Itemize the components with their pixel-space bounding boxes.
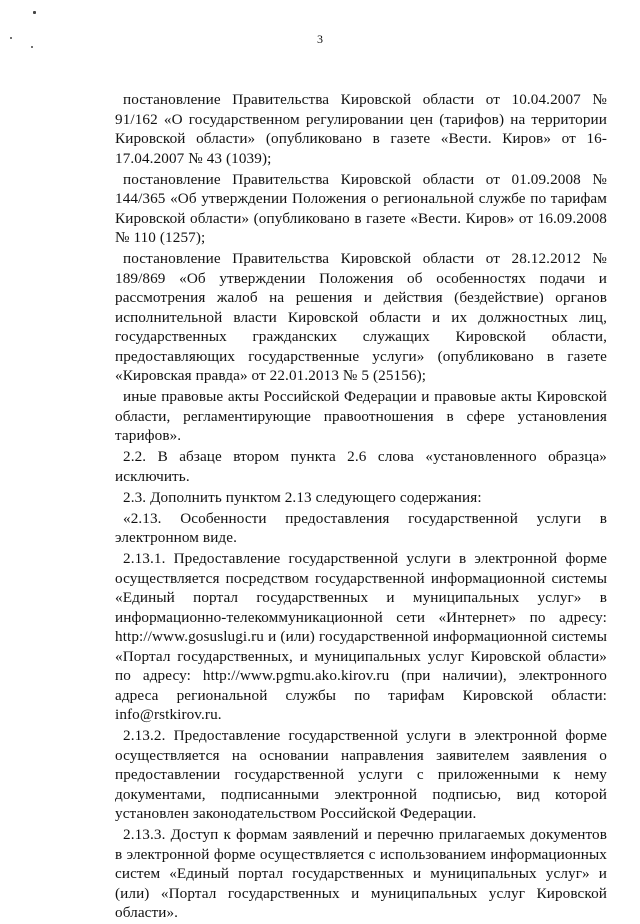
paragraph-2-13-2: 2.13.2. Предоставление государственной услуги в электронной форме осуществляется на основании направления заявителем заявления о предоставлении государственной услуги с приложенными к нему документами, подписанными электронной подписью, вид которой установлен законодательством Российской Федерации.: [115, 727, 607, 822]
document-body: [115, 90, 607, 924]
paragraph-2-13-1: 2.13.1. Предоставление государственной услуги в электронной форме осуществляется посредством государственной информационной системы «Единый портал государственных и муниципальных услуг» в информационно-телекоммуникационной сети «Интернет» по адресу: http://www.gosuslugi.ru и (или) государственной информационной системы «Портал государственных, и муниципальных услуг Кировской области» по адресу: http://www.pgmu.ako.kirov.ru (при наличии), электронного адреса региональной службы по тарифам Кировской области: info@rstkirov.ru.: [115, 550, 607, 723]
paragraph-decree-2008: постановление Правительства Кировской области от 01.09.2008 № 144/365 «Об утверждении Положения о региональной службе по тарифам Кировской области» (опубликовано в газете «Вести. Киров» от 16.09.2008 № 110 (1257);: [115, 170, 607, 246]
page-number: 3: [317, 32, 323, 46]
paragraph-other-acts: иные правовые акты Российской Федерации и правовые акты Кировской области, регламентирующие правоотношения в сфере установления тарифов».: [115, 388, 607, 444]
paragraph-2-13: «2.13. Особенности предоставления государственной услуги в электронном виде.: [115, 509, 607, 546]
paragraph-2-3: 2.3. Дополнить пунктом 2.13 следующего содержания:: [123, 488, 482, 506]
paragraph-2-2: 2.2. В абзаце втором пункта 2.6 слова «установленного образца» исключить.: [115, 448, 607, 485]
paragraph-decree-2012: постановление Правительства Кировской области от 28.12.2012 № 189/869 «Об утверждении Положения об особенностях подачи и рассмотрения жалоб на решения и действия (бездействие) органов исполнительной власти Кировской области и их должностных лиц, государственных гражданских служащих Кировской области, предоставляющих государственные услуги» (опубликовано в газете «Кировская правда» от 22.01.2013 № 5 (25156);: [115, 250, 607, 384]
paragraph-2-13-3: 2.13.3. Доступ к формам заявлений и перечню прилагаемых документов в электронной форме осуществляется с использованием информационных систем «Единый портал государственных и муниципальных услуг» и (или) «Портал государственных и муниципальных услуг Кировской области».: [115, 826, 607, 921]
scan-speck: [33, 11, 36, 14]
paragraph-decree-2007: постановление Правительства Кировской области от 10.04.2007 № 91/162 «О государственном регулировании цен (тарифов) на территории Кировской области» (опубликовано в газете «Вести. Киров» от 16-17.04.2007 № 43 (1039);: [115, 91, 607, 167]
